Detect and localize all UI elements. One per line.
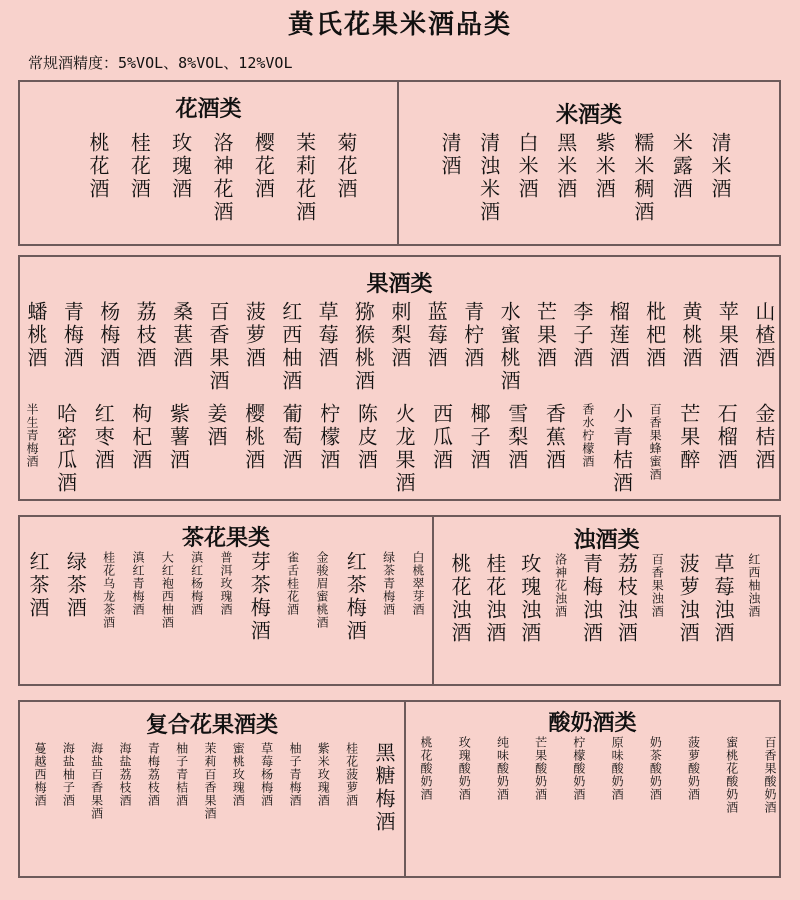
wine-item: 绿茶酒 bbox=[63, 551, 88, 620]
wine-item: 茉莉百香果酒 bbox=[202, 742, 217, 820]
wine-item: 百香果浊酒 bbox=[650, 553, 665, 618]
section-flower-rice bbox=[18, 80, 781, 246]
wine-item: 百香果酒 bbox=[205, 301, 230, 393]
wine-item: 桂花浊酒 bbox=[482, 553, 507, 645]
wine-item: 洛神花浊酒 bbox=[553, 553, 568, 618]
wine-item: 红枣酒 bbox=[91, 403, 116, 472]
wine-item: 海盐百香果酒 bbox=[89, 742, 104, 820]
wine-item: 红茶梅酒 bbox=[343, 551, 368, 643]
compound-header: 复合花果酒类 bbox=[145, 713, 278, 738]
flower-list bbox=[88, 132, 356, 224]
wine-item: 清浊米酒 bbox=[476, 132, 501, 224]
wine-item: 雀舌桂花酒 bbox=[285, 551, 300, 616]
wine-item: 桃花酒 bbox=[86, 132, 110, 201]
wine-item: 西瓜酒 bbox=[429, 403, 454, 472]
wine-item: 洛神花酒 bbox=[209, 132, 234, 224]
wine-item: 柚子青桔酒 bbox=[174, 742, 189, 807]
wine-item: 桂花酒 bbox=[127, 132, 152, 201]
wine-item: 紫米玫瑰酒 bbox=[316, 742, 331, 807]
turbid-list bbox=[450, 553, 760, 645]
wine-item: 菊花酒 bbox=[333, 132, 358, 201]
wine-item: 草莓浊酒 bbox=[711, 553, 735, 645]
wine-item: 陈皮酒 bbox=[354, 403, 379, 472]
wine-item: 猕猴桃酒 bbox=[351, 301, 376, 393]
wine-item: 柚子青梅酒 bbox=[287, 742, 302, 807]
yogurt-header: 酸奶酒类 bbox=[548, 711, 637, 736]
wine-item: 石榴酒 bbox=[714, 403, 739, 472]
wine-item: 草莓酒 bbox=[315, 301, 340, 370]
wine-item: 芽茶梅酒 bbox=[247, 551, 272, 643]
wine-item: 樱桃酒 bbox=[241, 403, 266, 472]
wine-item: 桂花乌龙茶酒 bbox=[101, 551, 116, 629]
page-title: 黄氏花果米酒品类 bbox=[287, 10, 512, 40]
wine-item: 菠萝酸奶酒 bbox=[686, 736, 701, 801]
wine-item: 纯味酸奶酒 bbox=[495, 736, 510, 801]
wine-item: 清米酒 bbox=[707, 132, 732, 201]
wine-item: 玫瑰酸奶酒 bbox=[457, 736, 472, 801]
wine-item: 桃花酸奶酒 bbox=[419, 736, 433, 801]
wine-item: 半生青梅酒 bbox=[25, 403, 39, 468]
wine-item: 紫薯酒 bbox=[166, 403, 191, 472]
fruit-list-row2 bbox=[26, 403, 774, 495]
wine-item: 青柠酒 bbox=[460, 301, 485, 370]
flower-header: 花酒类 bbox=[175, 97, 242, 122]
wine-item: 杨梅酒 bbox=[96, 301, 121, 370]
wine-item: 苹果酒 bbox=[715, 301, 740, 370]
wine-item: 枸杞酒 bbox=[128, 403, 153, 472]
section-tea-turbid bbox=[18, 515, 781, 686]
wine-item: 滇红杨梅酒 bbox=[189, 551, 204, 616]
wine-item: 蜜桃花酸奶酒 bbox=[724, 736, 739, 814]
wine-item: 李子酒 bbox=[569, 301, 594, 370]
wine-item: 百香果酸奶酒 bbox=[762, 736, 777, 814]
wine-item: 柠檬酸奶酒 bbox=[571, 736, 586, 801]
wine-item: 香水柠檬酒 bbox=[580, 403, 595, 468]
wine-item: 白桃翠芽酒 bbox=[410, 551, 425, 616]
wine-item: 榴莲酒 bbox=[606, 301, 631, 370]
wine-item: 哈密瓜酒 bbox=[53, 403, 78, 495]
wine-item: 桂花菠萝酒 bbox=[344, 742, 359, 807]
wine-item: 玫瑰酒 bbox=[168, 132, 193, 201]
wine-item: 芒果酒 bbox=[533, 301, 558, 370]
wine-item: 桑葚酒 bbox=[169, 301, 194, 370]
wine-item: 红西柚浊酒 bbox=[746, 553, 761, 618]
turbid-header: 浊酒类 bbox=[573, 528, 640, 553]
wine-item: 大红袍西柚酒 bbox=[160, 551, 175, 629]
wine-item: 红茶酒 bbox=[26, 551, 50, 620]
wine-item: 黑糖梅酒 bbox=[371, 742, 396, 834]
tea-header: 茶花果类 bbox=[181, 526, 270, 551]
wine-item: 海盐柚子酒 bbox=[61, 742, 76, 807]
alcohol-content-note: 常规酒精度：5%VOL、8%VOL、12%VOL bbox=[28, 54, 293, 72]
compound-list bbox=[34, 742, 394, 834]
wine-item: 清酒 bbox=[438, 132, 462, 178]
section-fruit bbox=[18, 255, 781, 501]
wine-item: 普洱玫瑰酒 bbox=[218, 551, 233, 616]
wine-item: 青梅酒 bbox=[60, 301, 85, 370]
wine-item: 青梅荔枝酒 bbox=[146, 742, 161, 807]
wine-item: 蜜桃玫瑰酒 bbox=[231, 742, 246, 807]
wine-item: 柠檬酒 bbox=[316, 403, 341, 472]
wine-item: 山楂酒 bbox=[751, 301, 776, 370]
wine-item: 香蕉酒 bbox=[542, 403, 567, 472]
wine-item: 芒果醉 bbox=[676, 403, 701, 472]
wine-item: 金骏眉蜜桃酒 bbox=[314, 551, 329, 629]
rice-list bbox=[440, 132, 730, 224]
wine-item: 茉莉花酒 bbox=[292, 132, 317, 224]
fruit-header: 果酒类 bbox=[366, 272, 433, 297]
wine-item: 刺梨酒 bbox=[387, 301, 412, 370]
wine-item: 糯米稠酒 bbox=[630, 132, 655, 224]
wine-item: 黄桃酒 bbox=[679, 301, 704, 370]
wine-item: 青梅浊酒 bbox=[579, 553, 604, 645]
wine-item: 原味酸奶酒 bbox=[610, 736, 625, 801]
wine-item: 菠萝酒 bbox=[242, 301, 267, 370]
rice-header: 米酒类 bbox=[555, 103, 622, 128]
wine-item: 百香果蜂蜜酒 bbox=[648, 403, 663, 481]
wine-item: 桃花浊酒 bbox=[448, 553, 472, 645]
wine-item: 米露酒 bbox=[669, 132, 694, 201]
wine-item: 火龙果酒 bbox=[391, 403, 416, 495]
wine-item: 紫米酒 bbox=[592, 132, 617, 201]
wine-item: 滇红青梅酒 bbox=[130, 551, 145, 616]
wine-item: 枇杷酒 bbox=[642, 301, 667, 370]
wine-item: 芒果酸奶酒 bbox=[533, 736, 548, 801]
wine-item: 金桔酒 bbox=[751, 403, 776, 472]
wine-item: 海盐荔枝酒 bbox=[117, 742, 132, 807]
wine-item: 樱花酒 bbox=[251, 132, 276, 201]
wine-item: 荔枝浊酒 bbox=[614, 553, 639, 645]
wine-item: 荔枝酒 bbox=[133, 301, 158, 370]
wine-item: 白米酒 bbox=[515, 132, 540, 201]
wine-item: 玫瑰浊酒 bbox=[517, 553, 542, 645]
wine-item: 葡萄酒 bbox=[279, 403, 304, 472]
wine-item: 红西柚酒 bbox=[278, 301, 303, 393]
wine-item: 椰子酒 bbox=[467, 403, 492, 472]
wine-item: 黑米酒 bbox=[553, 132, 578, 201]
wine-item: 水蜜桃酒 bbox=[497, 301, 522, 393]
wine-item: 姜酒 bbox=[203, 403, 228, 449]
wine-item: 蓝莓酒 bbox=[424, 301, 449, 370]
fruit-list-row1 bbox=[26, 301, 774, 393]
wine-item: 小青桔酒 bbox=[609, 403, 634, 495]
wine-item: 蟠桃酒 bbox=[24, 301, 48, 370]
wine-item: 菠萝浊酒 bbox=[676, 553, 701, 645]
wine-item: 奶茶酸奶酒 bbox=[648, 736, 663, 801]
section-compound-yogurt bbox=[18, 700, 781, 878]
yogurt-list bbox=[420, 736, 776, 814]
wine-item: 雪梨酒 bbox=[504, 403, 529, 472]
tea-list bbox=[28, 551, 424, 643]
wine-item: 草莓杨梅酒 bbox=[259, 742, 274, 807]
wine-item: 蔓越西梅酒 bbox=[33, 742, 47, 807]
wine-item: 绿茶青梅酒 bbox=[381, 551, 396, 616]
